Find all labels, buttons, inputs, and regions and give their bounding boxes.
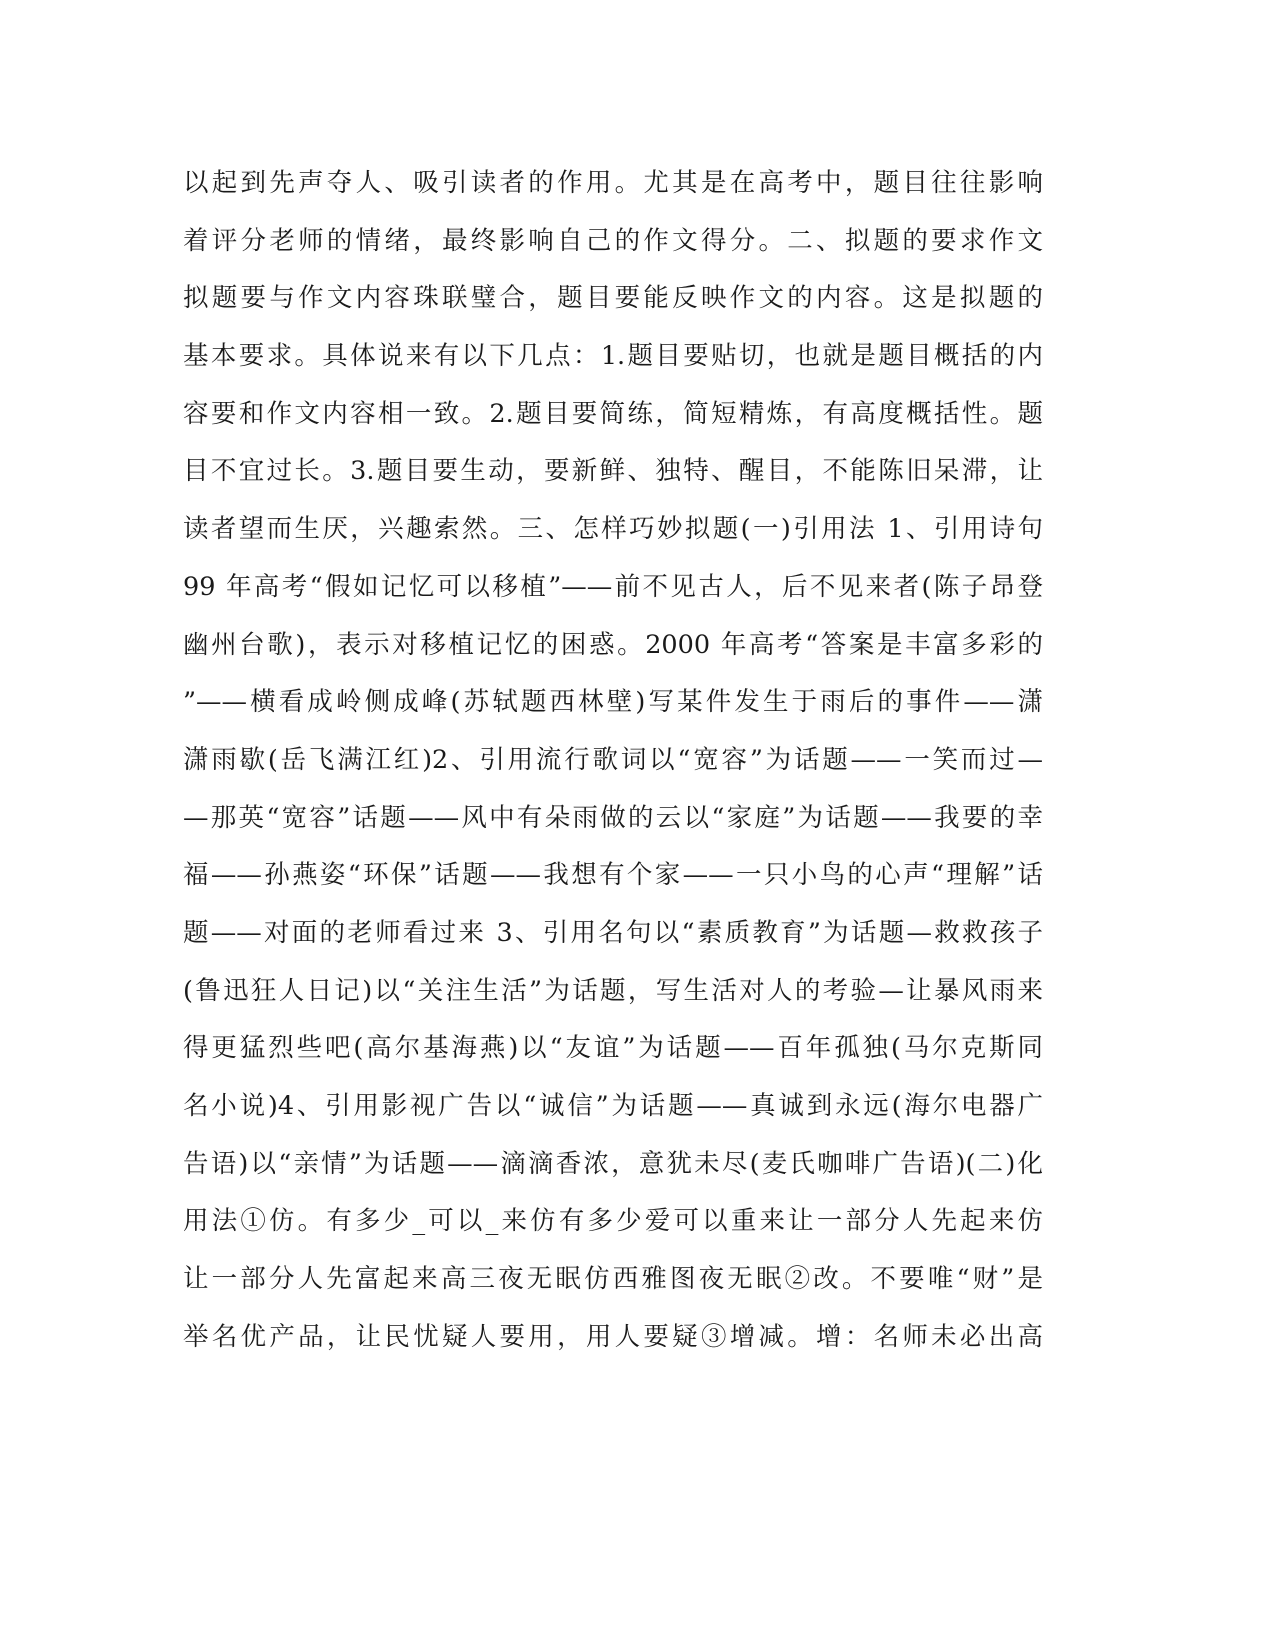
text-line: 得更猛烈些吧(高尔基海燕)以“友谊”为话题——百年孤独(马尔克斯同 (183, 1033, 1043, 1064)
text-line: 举名优产品，让民忧疑人要用，用人要疑③增减。增：名师未必出高 (183, 1321, 1043, 1352)
text-line: 着评分老师的情绪，最终影响自己的作文得分。二、拟题的要求作文 (183, 225, 1043, 256)
text-line: 题——对面的老师看过来 3、引用名句以“素质教育”为话题—救救孩子 (183, 917, 1043, 948)
text-line: 以起到先声夺人、吸引读者的作用。尤其是在高考中，题目往往影响 (183, 168, 1043, 198)
text-line: 基本要求。具体说来有以下几点：1.题目要贴切，也就是题目概括的内 (183, 341, 1043, 372)
body-text (183, 163, 1043, 1374)
text-line: 容要和作文内容相一致。2.题目要简练，简短精炼，有高度概括性。题 (183, 398, 1043, 429)
text-line: 名小说)4、引用影视广告以“诚信”为话题——真诚到永远(海尔电器广 (183, 1091, 1043, 1121)
text-line: 告语)以“亲情”为话题——滴滴香浓，意犹未尽(麦氏咖啡广告语)(二)化 (183, 1148, 1043, 1179)
text-line: ”——横看成岭侧成峰(苏轼题西林壁)写某件发生于雨后的事件——潇 (183, 687, 1043, 718)
text-line: 拟题要与作文内容珠联璧合，题目要能反映作文的内容。这是拟题的 (183, 283, 1043, 314)
text-line: 让一部分人先富起来高三夜无眠仿西雅图夜无眠②改。不要唯“财”是 (183, 1264, 1043, 1295)
text-line: 福——孙燕姿“环保”话题——我想有个家——一只小鸟的心声“理解”话 (183, 860, 1043, 891)
text-line: 用法①仿。有多少_可以_来仿有多少爱可以重来让一部分人先起来仿 (183, 1206, 1043, 1237)
text-line: 99 年高考“假如记忆可以移植”——前不见古人，后不见来者(陈子昂登 (183, 571, 1043, 602)
text-line: 目不宜过长。3.题目要生动，要新鲜、独特、醒目，不能陈旧呆滞，让 (183, 456, 1043, 487)
text-line: —那英“宽容”话题——风中有朵雨做的云以“家庭”为话题——我要的幸 (183, 802, 1043, 833)
text-line: (鲁迅狂人日记)以“关注生活”为话题，写生活对人的考验—让暴风雨来 (183, 975, 1043, 1006)
text-line: 潇雨歇(岳飞满江红)2、引用流行歌词以“宽容”为话题——一笑而过— (183, 744, 1043, 775)
text-line: 读者望而生厌，兴趣索然。三、怎样巧妙拟题(一)引用法 1、引用诗句 (183, 514, 1043, 545)
text-line: 幽州台歌)，表示对移植记忆的困惑。2000 年高考“答案是丰富多彩的 (183, 629, 1043, 660)
